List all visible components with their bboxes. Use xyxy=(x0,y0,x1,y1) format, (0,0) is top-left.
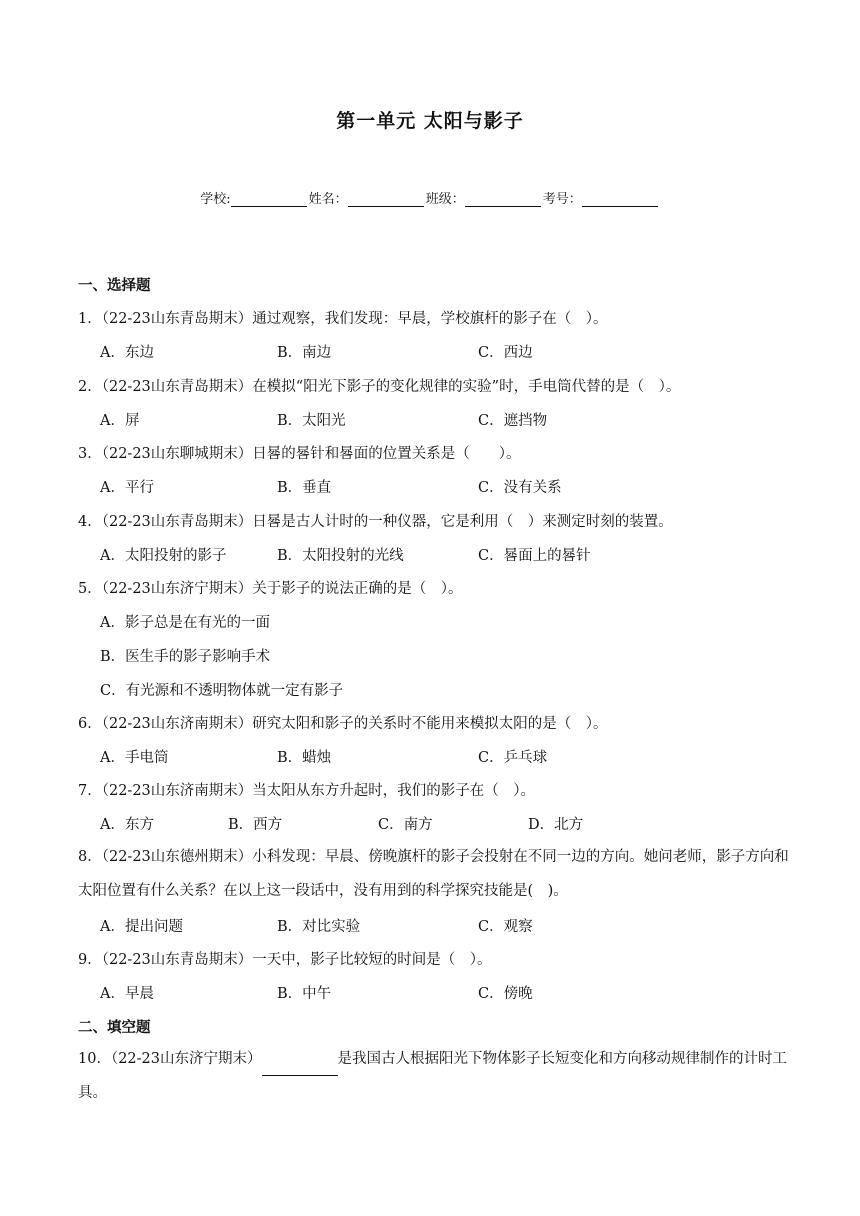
q1-option-a[interactable]: A．东边 xyxy=(100,345,154,361)
section-heading-choice: 一、选择题 xyxy=(78,278,151,294)
class-blank[interactable] xyxy=(465,192,541,207)
question-5: 5．（22-23山东济宁期末）关于影子的说法正确的是（ ）。 xyxy=(78,581,463,597)
school-label: 学校: xyxy=(200,192,231,207)
q2-option-c[interactable]: C．遮挡物 xyxy=(478,413,548,429)
q7-option-d[interactable]: D．北方 xyxy=(528,817,584,833)
q3-option-b[interactable]: B．垂直 xyxy=(277,480,332,496)
q5-option-c[interactable]: C．有光源和不透明物体就一定有影子 xyxy=(100,683,344,699)
q10-suffix: 是我国古人根据阳光下物体影子长短变化和方向移动规律制作的计时工具。 xyxy=(78,1051,788,1101)
q9-option-c[interactable]: C．傍晚 xyxy=(478,986,533,1002)
q8-option-b[interactable]: B．对比实验 xyxy=(277,919,361,935)
exam-no-label: 考号： xyxy=(542,192,582,207)
q1-option-b[interactable]: B．南边 xyxy=(277,345,332,361)
page-title: 第一单元 太阳与影子 xyxy=(336,110,524,132)
q6-option-c[interactable]: C．乒乓球 xyxy=(478,750,548,766)
q3-option-c[interactable]: C．没有关系 xyxy=(478,480,562,496)
q4-option-b[interactable]: B．太阳投射的光线 xyxy=(277,548,404,564)
question-2: 2．（22-23山东青岛期末）在模拟“阳光下影子的变化规律的实验”时，手电筒代替的是（ ）。 xyxy=(78,379,681,395)
q3-option-a[interactable]: A．平行 xyxy=(100,480,154,496)
student-info-line xyxy=(0,188,860,207)
q4-option-c[interactable]: C．晷面上的晷针 xyxy=(478,548,591,564)
q8-option-c[interactable]: C．观察 xyxy=(478,919,533,935)
question-7: 7．（22-23山东济南期末）当太阳从东方升起时，我们的影子在（ ）。 xyxy=(78,783,536,799)
q4-option-a[interactable]: A．太阳投射的影子 xyxy=(100,548,227,564)
q6-option-a[interactable]: A．手电筒 xyxy=(100,750,169,766)
q10-prefix: 10．（22-23山东济宁期末） xyxy=(78,1051,262,1067)
q7-option-c[interactable]: C．南方 xyxy=(378,817,433,833)
q2-option-a[interactable]: A．屏 xyxy=(100,413,140,429)
q10-answer-blank[interactable] xyxy=(262,1061,338,1076)
q5-option-b[interactable]: B．医生手的影子影响手术 xyxy=(100,649,271,665)
question-4: 4．（22-23山东青岛期末）日晷是古人计时的一种仪器，它是利用（ ）来测定时刻的装置。 xyxy=(78,514,673,530)
question-8: 8．（22-23山东德州期末）小科发现：早晨、傍晚旗杆的影子会投射在不同一边的方向。她问老师，影子方向和太阳位置有什么关系？在以上这一段话中，没有用到的科学探究技能是( )。 xyxy=(78,849,789,899)
question-1: 1．（22-23山东青岛期末）通过观察，我们发现：早晨，学校旗杆的影子在（ ）。 xyxy=(78,311,608,327)
q9-option-b[interactable]: B．中午 xyxy=(277,986,332,1002)
q1-option-c[interactable]: C．西边 xyxy=(478,345,533,361)
q9-option-a[interactable]: A．早晨 xyxy=(100,986,154,1002)
question-3: 3．（22-23山东聊城期末）日晷的晷针和晷面的位置关系是（ ）。 xyxy=(78,446,521,462)
section-heading-fill: 二、填空题 xyxy=(78,1020,151,1036)
q8-option-a[interactable]: A．提出问题 xyxy=(100,919,183,935)
question-6: 6．（22-23山东济南期末）研究太阳和影子的关系时不能用来模拟太阳的是（ ）。 xyxy=(78,716,608,732)
question-9: 9．（22-23山东青岛期末）一天中，影子比较短的时间是（ ）。 xyxy=(78,952,492,968)
question-10 xyxy=(78,1042,800,1110)
q7-option-b[interactable]: B．西方 xyxy=(228,817,283,833)
exam-no-blank[interactable] xyxy=(582,192,658,207)
class-label: 班级： xyxy=(425,192,465,207)
q5-option-a[interactable]: A．影子总是在有光的一面 xyxy=(100,615,270,631)
q2-option-b[interactable]: B．太阳光 xyxy=(277,413,346,429)
name-label: 姓名： xyxy=(308,192,348,207)
school-blank[interactable] xyxy=(231,192,307,207)
q7-option-a[interactable]: A．东方 xyxy=(100,817,154,833)
q6-option-b[interactable]: B．蜡烛 xyxy=(277,750,332,766)
name-blank[interactable] xyxy=(348,192,424,207)
